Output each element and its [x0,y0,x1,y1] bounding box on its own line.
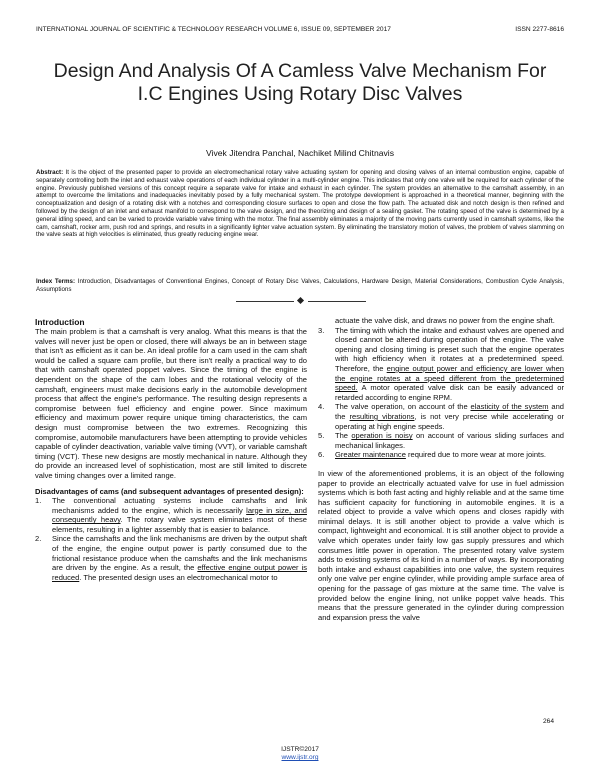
paper-title: Design And Analysis Of A Camless Valve Mechanism For I.C Engines Using Rotary Disc Valves [53,60,547,105]
section-divider [236,297,366,305]
introduction-heading: Introduction [35,317,85,327]
right-column [318,316,564,622]
abstract-text: It is the object of the presented paper to provide an electromechanical rotary valve actuating system for opening and closing valves of an internal combustion engine, capable of separately controlling both the inlet and exhaust valve operations of each individual cylinder in a multi-cylinder engine. This indicates that only one valve will be required for each cylinder of the engine. Previously published versions of this concept require a separate valve for intake and exhaust in each cylinder. The system provides an alternative to the camshaft assembly, in an attempt to overcome the limitations and inadequacies inevitably posed by a fully mechanical system. The prototype development is approached in a theoretical manner, beginning with the conceptualization and design of a rotating disk with a notches and corresponding closure surfaces to open and close the flow path. The actuated disk and notch design is then refined and followed by the design of an inlet and exhaust manifold to correspond to the valve design, and the theorizing and design of a sealing gasket. The rotating speed of the valve is determined by a general idling speed, and can be varied to provide variable valve timing with the motor. The final assembly eliminates a majority of the moving parts currently used in camshaft systems, like the cam, camshaft, rocker arm, push rod and springs, and results in a significantly lighter valve actuation system. By eliminating the translatory motion of valves, the problem of valves slamming on the valve seats at high velocities is eliminated, thus greatly reducing engine wear. [36,169,564,239]
list-item: 3. The timing with which the intake and exhaust valves are opened and closed cannot be altered during operation of the engine. The valve opening and closing timing is preset such that the engine operates with high efficiency when it rotates at a predetermined speed. Therefore, the engine output power and efficiency are lower when the engine rotates at a speed different from the predetermined speed. A motor operated valve disk can be easily advanced or retarded according to engine RPM. [318,325,564,402]
index-terms-label: Index Terms: [36,278,76,285]
index-terms-text: Introduction, Disadvantages of Conventional Engines, Concept of Rotary Disc Valves, Calculations, Hardware Design, Material Considerations, Combustion Cycle Analysis, Assumptions [36,278,564,293]
running-header [36,26,564,33]
authors: Vivek Jitendra Panchal, Nachiket Milind Chitnavis [205,148,395,158]
introduction-paragraph: The main problem is that a camshaft is very analog. What this means is that the valves will never just be open or closed, there will always be an in between stage that isn't as efficient as it can be. An ideal profile for a cam used in the cam shaft would be called a square cam profile, but there isn't really a practical way to do that with camshaft operated poppet valves. Since the timing of the engine is dependent on the shape of the cam lobes and the rotational velocity of the camshaft, engineers must make decisions early in the automobile development process that affect the engine's performance. The resulting design represents a compromise between fuel efficiency and engine power. Since maximum efficiency and maximum power require unique timing characteristics, the cam design must compromise between the two extremes. Recognizing this compromise, automobile manufacturers have been attempting to provide vehicles capable of cylinder deactivation, variable valve timing (VVT), or variable camshaft timing (VCT). These new designs are mostly mechanical in nature. Although they do provide an increased level of sophistication, most are still limited to discrete valve timing changes over a limited range. [35,327,307,480]
list-item: 1. The conventional actuating systems include camshafts and link mechanisms added to the engine, which is necessarily large in size, and consequently heavy. The rotary valve system eliminates most of these elements, resulting in a lighter assembly that is easier to balance. [35,496,307,534]
issn: ISSN 2277-8616 [515,26,564,33]
page-footer [0,746,600,762]
copyright: IJSTR©2017 [281,746,319,753]
journal-name: INTERNATIONAL JOURNAL OF SCIENTIFIC & TECHNOLOGY RESEARCH VOLUME 6, ISSUE 09, SEPTEMBER 2017 [36,26,391,33]
abstract-label: Abstract: [36,169,64,176]
list-item: 6. Greater maintenance required due to more wear at more joints. [318,450,547,460]
abstract [36,169,564,239]
page-number: 264 [542,718,554,725]
index-terms [36,278,564,294]
left-column [35,317,307,582]
disadvantages-heading: Disadvantages of cams (and subsequent advantages of presented design): [35,486,304,496]
disadvantages-list-continued [318,316,564,460]
journal-url-link[interactable]: www.ijstr.org [281,754,319,761]
list-item: 5. The operation is noisy on account of various sliding surfaces and mechanical linkages. [318,431,565,450]
list-item: 4. The valve operation, on account of the elasticity of the system and the resulting vibrations, is not very precise while accelerating or operating at high engine speeds. [318,402,564,431]
objects-paragraph: In view of the aforementioned problems, it is an object of the following paper to provide an electrically actuated valve for use in fuel admission systems which is both fast acting and highly reliable and at the same time has sufficient capacity for functioning in automobile engines. It is a related object to provide a valve which opens and closes rapidly with minimal delays. It is still another object to provide a valve which is compact, lightweight and economical. It is still another object to provide a valve which operates under fairly low gas supply pressures and which consumes little power in operation. The presented rotary valve system adds to existing systems of its kind in a number of ways. By incorporating both intake and exhaust capabilities into one valve, the system requires only one valve per engine cylinder, while providing ample surface area of opening for the passage of gas mixture at the same time. The valve is provided below the engine lining, not unlike poppet valve heads. This means that the pressure generated in the cylinder during compression and expansion press the valve [318,468,564,622]
list-item: actuate the valve disk, and draws no power from the engine shaft. [335,316,555,325]
list-item: 2. Since the camshafts and the link mechanisms are driven by the output shaft of the engine, the engine output power is partly consumed due to the frictional resistance produce when the camshafts and the link mechanisms are driven by the engine. As a result, the effective engine output power is reduced. The presented design uses an electromechanical motor to [35,534,307,582]
diamond-ornament-icon [297,297,304,304]
disadvantages-list [35,496,307,582]
